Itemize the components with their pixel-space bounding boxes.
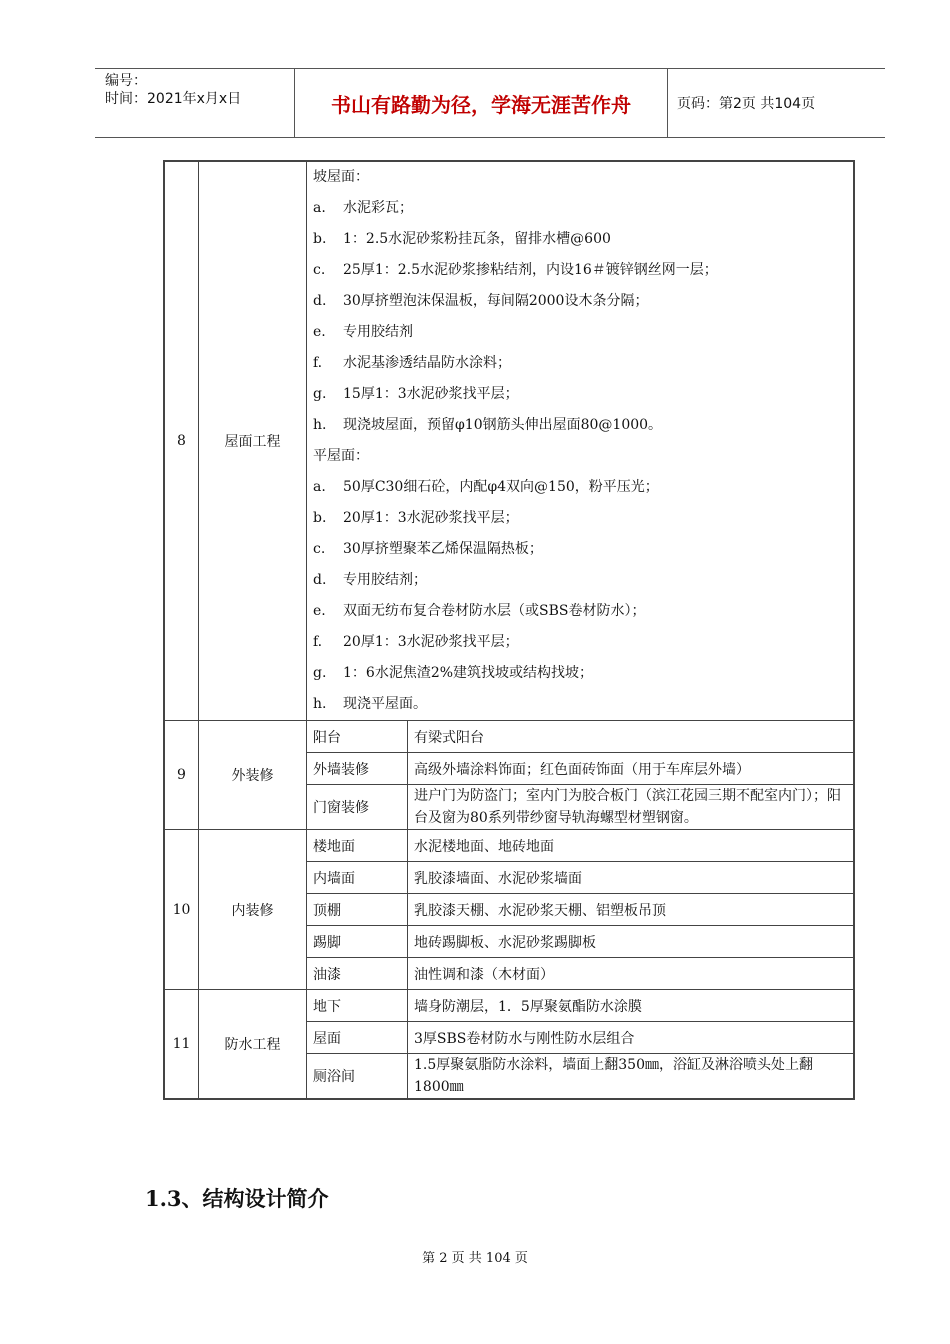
spec-text: 20厚1：3水泥砂浆找平层；: [343, 634, 519, 650]
spec-line: [313, 596, 847, 627]
spec-text: 30厚挤塑聚苯乙烯保温隔热板；: [343, 541, 543, 557]
sub-item-label: 门窗装修: [307, 785, 408, 830]
spec-line: [313, 286, 847, 317]
page-footer: 第 2 页 共 104 页: [422, 1251, 528, 1266]
spec-letter: g.: [313, 386, 327, 402]
spec-line: [313, 317, 847, 348]
spec-text: 水泥彩瓦；: [343, 200, 413, 216]
spec-line: [313, 193, 847, 224]
sub-item-label: 踢脚: [307, 926, 408, 958]
sub-item-desc: 有梁式阳台: [408, 721, 855, 753]
code-label: 编号：: [105, 73, 147, 89]
spec-text: 现浇平屋面。: [343, 696, 427, 712]
sub-item-desc: 1.5厚聚氨脂防水涂料，墙面上翻350㎜，浴缸及淋浴喷头处上翻1800㎜: [408, 1054, 855, 1100]
spec-line: [313, 534, 847, 565]
sub-item-label: 屋面: [307, 1022, 408, 1054]
table-row: [164, 990, 854, 1022]
spec-letter: f.: [313, 634, 323, 650]
spec-table: [163, 160, 855, 1100]
spec-line: [313, 658, 847, 689]
item-category: 防水工程: [199, 990, 307, 1100]
spec-letter: a.: [313, 200, 326, 216]
spec-line: [313, 441, 847, 472]
header-meta: [95, 69, 295, 137]
roof-spec-cell: [307, 161, 855, 721]
spec-text: 现浇坡屋面，预留φ10钢筋头伸出屋面80@1000。: [343, 417, 663, 433]
item-number: 11: [164, 990, 199, 1100]
spec-letter: e.: [313, 603, 326, 619]
spec-line: [313, 410, 847, 441]
sub-item-label: 外墙装修: [307, 753, 408, 785]
sub-item-desc: 水泥楼地面、地砖地面: [408, 830, 855, 862]
spec-line: [313, 503, 847, 534]
spec-text: 15厚1：3水泥砂浆找平层；: [343, 386, 519, 402]
spec-line: [313, 162, 847, 193]
sub-item-label: 地下: [307, 990, 408, 1022]
spec-letter: f.: [313, 355, 323, 371]
sub-item-desc: 进户门为防盗门；室内门为胶合板门（滨江花园三期不配室内门）；阳台及窗为80系列带纱窗导轨海螺型材塑钢窗。: [408, 785, 855, 830]
spec-letter: h.: [313, 696, 327, 712]
spec-letter: b.: [313, 231, 327, 247]
sub-item-desc: 油性调和漆（木材面）: [408, 958, 855, 990]
page-header: [95, 68, 885, 138]
spec-text: 专用胶结剂；: [343, 572, 427, 588]
spec-text: 平屋面：: [313, 448, 369, 464]
header-page-info: 页码：第2页 共104页: [677, 96, 816, 112]
spec-line: [313, 348, 847, 379]
header-motto: 书山有路勤为径，学海无涯苦作舟: [295, 69, 668, 137]
item-category: 内装修: [199, 830, 307, 990]
spec-letter: b.: [313, 510, 327, 526]
item-category: 外装修: [199, 721, 307, 830]
sub-item-label: 顶棚: [307, 894, 408, 926]
item-category: 屋面工程: [199, 161, 307, 721]
sub-item-desc: 3厚SBS卷材防水与刚性防水层组合: [408, 1022, 855, 1054]
spec-letter: c.: [313, 541, 326, 557]
sub-item-label: 阳台: [307, 721, 408, 753]
item-number: 10: [164, 830, 199, 990]
spec-line: [313, 627, 847, 658]
time-label: 时间：2021年x月x日: [105, 91, 242, 107]
sub-item-label: 油漆: [307, 958, 408, 990]
spec-text: 1：2.5水泥砂浆粉挂瓦条，留排水槽@600: [343, 231, 611, 247]
sub-item-desc: 乳胶漆墙面、水泥砂浆墙面: [408, 862, 855, 894]
spec-line: [313, 689, 847, 720]
spec-line: [313, 472, 847, 503]
spec-line: [313, 379, 847, 410]
spec-letter: c.: [313, 262, 326, 278]
sub-item-label: 厕浴间: [307, 1054, 408, 1100]
spec-line: [313, 255, 847, 286]
sub-item-desc: 地砖踢脚板、水泥砂浆踢脚板: [408, 926, 855, 958]
spec-letter: d.: [313, 572, 327, 588]
sub-item-label: 楼地面: [307, 830, 408, 862]
spec-letter: h.: [313, 417, 327, 433]
spec-letter: d.: [313, 293, 327, 309]
spec-text: 30厚挤塑泡沫保温板，每间隔2000设木条分隔；: [343, 293, 649, 309]
sub-item-desc: 墙身防潮层，1．5厚聚氨酯防水涂膜: [408, 990, 855, 1022]
section-title: 1.3、结构设计简介: [145, 1186, 329, 1211]
sub-item-label: 内墙面: [307, 862, 408, 894]
spec-letter: g.: [313, 665, 327, 681]
item-number: 9: [164, 721, 199, 830]
item-number: 8: [164, 161, 199, 721]
sub-item-desc: 高级外墙涂料饰面；红色面砖饰面（用于车库层外墙）: [408, 753, 855, 785]
spec-text: 25厚1：2.5水泥砂浆掺粘结剂，内设16＃镀锌钢丝网一层；: [343, 262, 718, 278]
spec-text: 专用胶结剂: [343, 324, 413, 340]
table-row: [164, 721, 854, 753]
spec-text: 双面无纺布复合卷材防水层（或SBS卷材防水）；: [343, 603, 646, 619]
spec-line: [313, 224, 847, 255]
sub-item-desc: 乳胶漆天棚、水泥砂浆天棚、铝塑板吊顶: [408, 894, 855, 926]
table-row: [164, 161, 854, 721]
table-row: [164, 830, 854, 862]
spec-text: 水泥基渗透结晶防水涂料；: [343, 355, 511, 371]
spec-text: 50厚C30细石砼，内配φ4双向@150，粉平压光；: [343, 479, 659, 495]
spec-text: 坡屋面：: [313, 169, 369, 185]
spec-text: 20厚1：3水泥砂浆找平层；: [343, 510, 519, 526]
spec-text: 1：6水泥焦渣2%建筑找坡或结构找坡；: [343, 665, 594, 681]
spec-line: [313, 565, 847, 596]
spec-letter: a.: [313, 479, 326, 495]
spec-letter: e.: [313, 324, 326, 340]
